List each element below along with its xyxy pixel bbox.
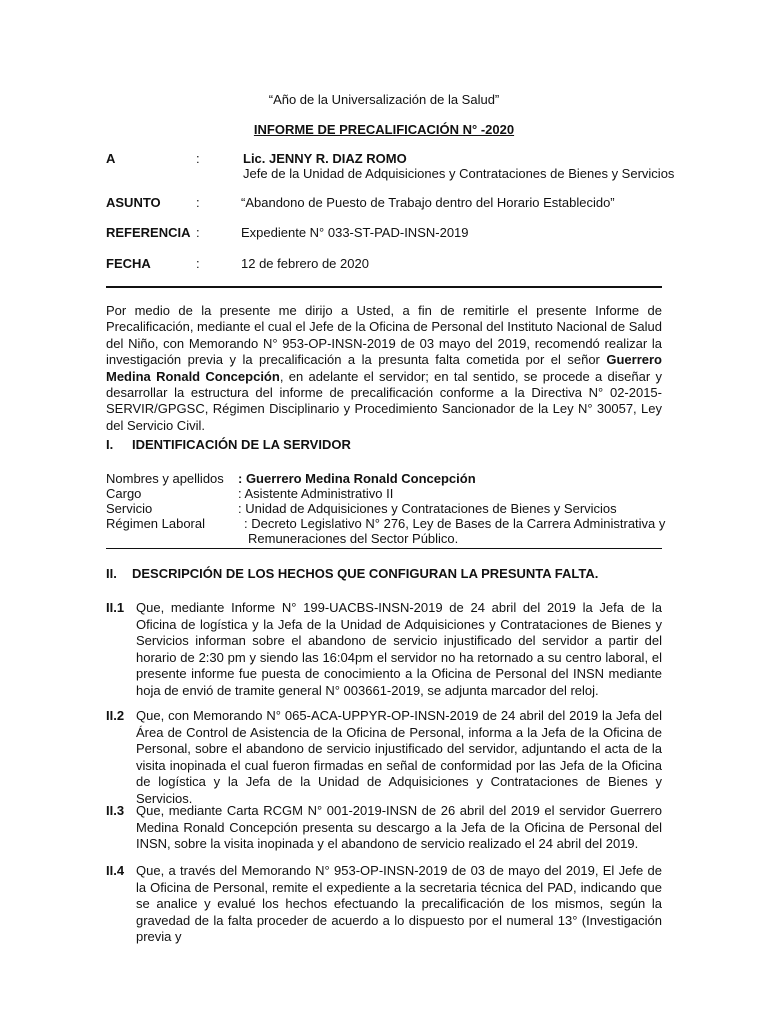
id-label-servicio: Servicio (106, 501, 153, 516)
to-label: A (106, 151, 116, 166)
to-position: Jefe de la Unidad de Adquisiciones y Contrataciones de Bienes y Servicios (243, 166, 675, 181)
to-name: Lic. JENNY R. DIAZ ROMO (243, 151, 407, 166)
item-2-3-number: II.3 (106, 803, 125, 818)
id-label-regimen: Régimen Laboral (106, 516, 206, 531)
section-2-number: II. (106, 566, 117, 581)
id-value-names: : Guerrero Medina Ronald Concepción (238, 471, 476, 486)
section-1-number: I. (106, 437, 114, 452)
item-2-1-text: Que, mediante Informe N° 199-UACBS-INSN-2019 de 24 abril del 2019 la Jefa de la Oficina de logística y la Jefa de la Unidad de Adquisiciones y Contrataciones de Bienes y Servicios informan sobre el abandono de servicio injustificado del servidor a partir del horario de 2:30 pm y siendo las 16:04pm el servidor no ha retornado a su centro laboral, el presente informe fue puesta de conocimiento a la Oficina de Personal del INSN mediante hoja de envió de tramite general N° 003661-2019, se adjunta marcador del reloj. (136, 600, 662, 698)
id-value-cargo: : Asistente Administrativo II (238, 486, 394, 501)
item-2-1-number: II.1 (106, 600, 125, 615)
item-2-2-number: II.2 (106, 708, 125, 723)
item-2-3-text: Que, mediante Carta RCGM N° 001-2019-INSN de 26 abril del 2019 el servidor Guerrero Medina Ronald Concepción presenta su descargo a la Jefa de la Oficina de Personal del INSN, sobre la visita inopinada y el abandono de servicio realizado el 24 abril del 2019. (136, 803, 662, 852)
id-value-regimen-cont: Remuneraciones del Sector Público. (248, 531, 459, 546)
reference-colon: : (196, 225, 200, 240)
intro-text-2: , en adelante el servidor; en tal sentido, se procede a diseñar y desarrollar la estructura del informe de precalificación conforme a la Directiva N° 02-2015-SERVIR/GPGSC, Régimen Disciplinario y Procedimiento Sancionador de la Ley N° 30057, Ley del Servicio Civil. (106, 368, 662, 433)
intro-text-1: Por medio de la presente me dirijo a Usted, a fin de remitirle el presente Informe de Precalificación, mediante el cual el Jefe de la Oficina de Personal del Instituto Nacional de Salud del Niño, con Memorando N° 953-OP-INSN-2019 de 03 mayo del 2019, recomendó realizar la investigación previa y la precalificación a la presunta falta cometida por el señor (106, 303, 662, 368)
year-motto: “Año de la Universalización de la Salud” (268, 92, 500, 107)
section-1-title: IDENTIFICACIÓN DE LA SERVIDOR (132, 437, 351, 452)
subject-label: ASUNTO (106, 195, 161, 210)
id-value-regimen: : Decreto Legislativo N° 276, Ley de Bases de la Carrera Administrativa y (244, 516, 666, 531)
id-value-servicio: : Unidad de Adquisiciones y Contrataciones de Bienes y Servicios (238, 501, 617, 516)
id-label-names: Nombres y apellidos (106, 471, 224, 486)
id-label-cargo: Cargo (106, 486, 142, 501)
section-1-divider (106, 548, 662, 549)
date-value: 12 de febrero de 2020 (241, 256, 369, 271)
report-title: INFORME DE PRECALIFICACIÓN N° -2020 (253, 122, 515, 137)
subject-value: “Abandono de Puesto de Trabajo dentro del Horario Establecido” (241, 195, 615, 210)
reference-value: Expediente N° 033-ST-PAD-INSN-2019 (241, 225, 469, 240)
item-2-2-text: Que, con Memorando N° 065-ACA-UPPYR-OP-INSN-2019 de 24 abril del 2019 la Jefa del Área de Control de Asistencia de la Oficina de Personal, informa a la Jefa de la Oficina de Personal, sobre el abandono de servicio injustificado del servidor, adjuntando el acta de la visita inopinada el cual fueron firmadas en señal de conformidad por las Jefa de la Oficina de logística y la Jefa de la Unidad de Adquisiciones y Contrataciones de Bienes y Servicios. (136, 708, 662, 806)
item-2-4-number: II.4 (106, 863, 125, 878)
item-2-4-text: Que, a través del Memorando N° 953-OP-INSN-2019 de 03 de mayo del 2019, El Jefe de la Oficina de Personal, remite el expediente a la secretaria técnica del PAD, indicando que se analice y evalué los hechos efectuando la precalificación de los mismos, según la gravedad de la falta proceder de acuerdo a lo dispuesto por el numeral 13° (Investigación previa y (136, 863, 662, 945)
to-colon: : (196, 151, 200, 166)
reference-label: REFERENCIA (106, 225, 191, 240)
section-2-title: DESCRIPCIÓN DE LOS HECHOS QUE CONFIGURAN LA PRESUNTA FALTA. (132, 566, 599, 581)
intro-bold-name: Guerrero Medina Ronald Concepción (106, 352, 662, 384)
date-label: FECHA (106, 256, 151, 271)
date-colon: : (196, 256, 200, 271)
header-divider (106, 286, 662, 288)
intro-paragraph (106, 303, 662, 434)
subject-colon: : (196, 195, 200, 210)
